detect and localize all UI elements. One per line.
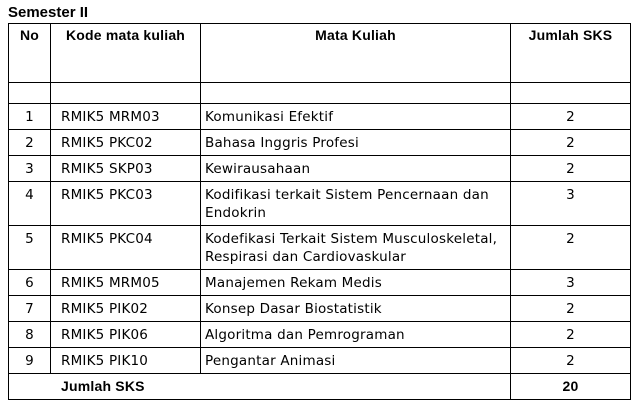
row-sks-cell: 2	[511, 130, 631, 156]
row-sks-cell: 2	[511, 156, 631, 182]
header-mata-kuliah: Mata Kuliah	[201, 24, 511, 83]
row-mata-kuliah-cell: Pengantar Animasi	[201, 348, 511, 374]
row-no-cell: 2	[9, 130, 51, 156]
row-sks-cell: 2	[511, 348, 631, 374]
blank-cell	[51, 83, 201, 104]
row-kode-cell: RMIK5 PIK10	[51, 348, 201, 374]
row-kode-cell: RMIK5 PKC02	[51, 130, 201, 156]
total-value: 20	[511, 374, 631, 400]
semester-heading: Semester II	[8, 4, 89, 21]
blank-row	[9, 83, 631, 104]
blank-cell	[201, 83, 511, 104]
header-kode: Kode mata kuliah	[51, 24, 201, 83]
blank-cell	[9, 83, 51, 104]
row-kode-cell: RMIK5 MRM03	[51, 104, 201, 130]
table-row	[9, 130, 631, 156]
row-sks-cell: 2	[511, 296, 631, 322]
table-row	[9, 156, 631, 182]
row-sks-cell: 2	[511, 104, 631, 130]
course-table	[8, 23, 631, 400]
row-no-cell: 8	[9, 322, 51, 348]
row-no-cell: 5	[9, 226, 51, 270]
row-no-cell: 9	[9, 348, 51, 374]
header-sks: Jumlah SKS	[511, 24, 631, 83]
row-kode-cell: RMIK5 PIK06	[51, 322, 201, 348]
row-no-cell: 4	[9, 182, 51, 226]
row-no-cell: 6	[9, 270, 51, 296]
header-no: No	[9, 24, 51, 83]
total-label: Jumlah SKS	[9, 374, 511, 400]
row-mata-kuliah-cell: Manajemen Rekam Medis	[201, 270, 511, 296]
total-row	[9, 374, 631, 400]
row-kode-cell: RMIK5 SKP03	[51, 156, 201, 182]
row-kode-cell: RMIK5 MRM05	[51, 270, 201, 296]
row-no-cell: 1	[9, 104, 51, 130]
row-sks-cell: 2	[511, 226, 631, 270]
row-sks-cell: 3	[511, 182, 631, 226]
row-mata-kuliah-cell: Kewirausahaan	[201, 156, 511, 182]
table-row	[9, 348, 631, 374]
table-row	[9, 104, 631, 130]
table-row	[9, 182, 631, 226]
row-mata-kuliah-cell: Kodifikasi terkait Sistem Pencernaan dan Endokrin	[201, 182, 511, 226]
row-mata-kuliah-cell: Algoritma dan Pemrograman	[201, 322, 511, 348]
row-kode-cell: RMIK5 PKC04	[51, 226, 201, 270]
row-sks-cell: 3	[511, 270, 631, 296]
row-mata-kuliah-cell: Komunikasi Efektif	[201, 104, 511, 130]
table-row	[9, 270, 631, 296]
table-row	[9, 296, 631, 322]
row-kode-cell: RMIK5 PIK02	[51, 296, 201, 322]
table-header-row	[9, 24, 631, 83]
row-no-cell: 7	[9, 296, 51, 322]
row-kode-cell: RMIK5 PKC03	[51, 182, 201, 226]
table-row	[9, 322, 631, 348]
row-mata-kuliah-cell: Bahasa Inggris Profesi	[201, 130, 511, 156]
blank-cell	[511, 83, 631, 104]
table-row	[9, 226, 631, 270]
row-mata-kuliah-cell: Kodefikasi Terkait Sistem Musculoskeletal, Respirasi dan Cardiovaskular	[201, 226, 511, 270]
row-no-cell: 3	[9, 156, 51, 182]
row-sks-cell: 2	[511, 322, 631, 348]
row-mata-kuliah-cell: Konsep Dasar Biostatistik	[201, 296, 511, 322]
